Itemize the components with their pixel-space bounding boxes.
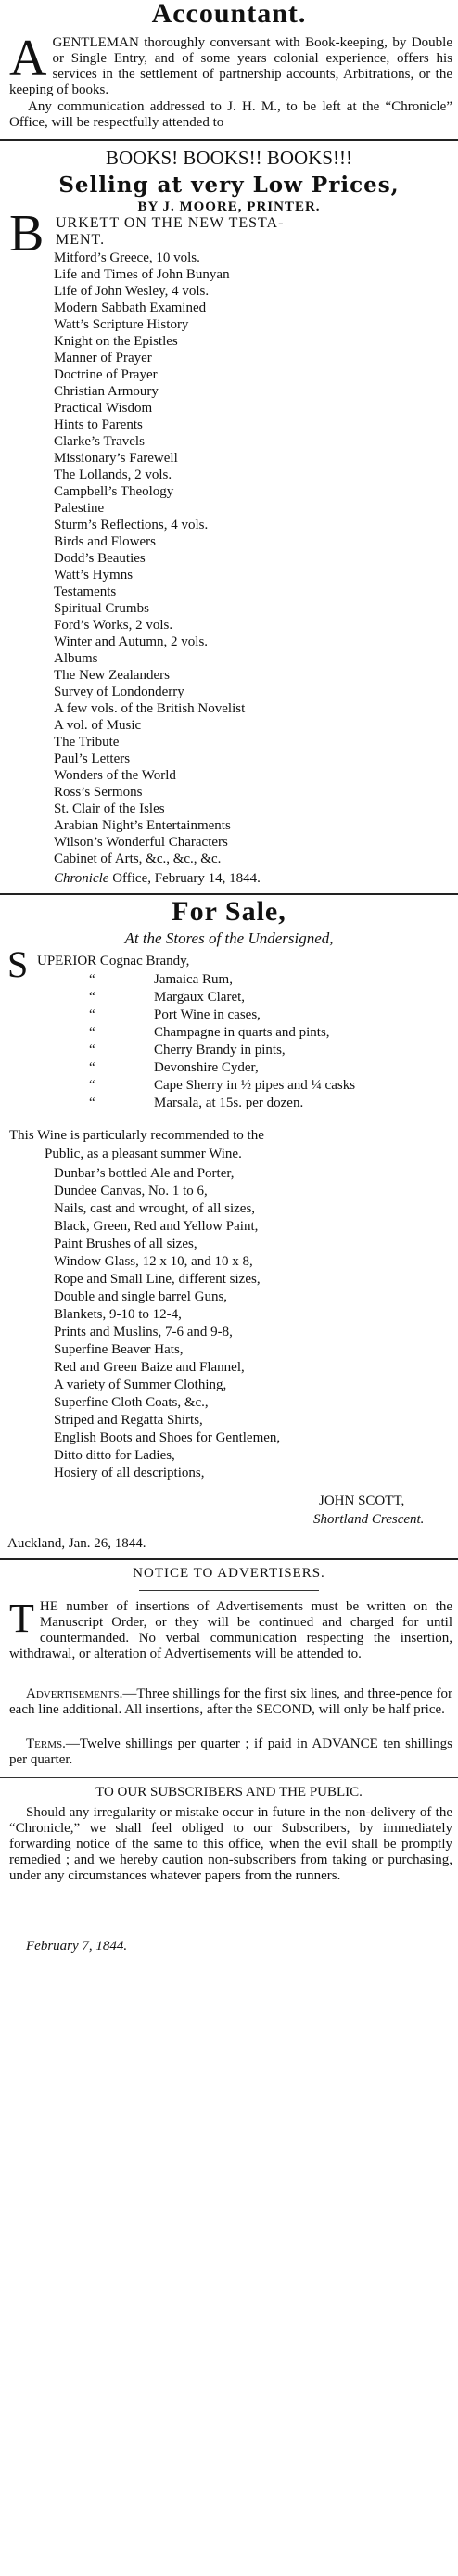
sale-spirit-item: Devonshire Cyder, [154, 1060, 259, 1075]
book-item: Knight on the Epistles [54, 334, 178, 349]
ditto-mark: “ [89, 1043, 95, 1057]
book-item: Winter and Autumn, 2 vols. [54, 634, 209, 649]
advertisers-dropcap: T [9, 1596, 34, 1641]
sale-spirit-item: Cherry Brandy in pints, [154, 1043, 286, 1057]
book-item: Missionary’s Farewell [54, 451, 178, 466]
book-item: Survey of Londonderry [54, 685, 184, 699]
books-dateline [54, 871, 261, 887]
accountant-heading: Accountant. [151, 0, 307, 29]
ditto-mark: “ [89, 1007, 95, 1022]
subscribers-heading: TO OUR SUBSCRIBERS AND THE PUBLIC. [95, 1785, 363, 1800]
sale-goods-item: Red and Green Baize and Flannel, [54, 1360, 245, 1375]
sale-goods-item: Double and single barrel Guns, [54, 1289, 228, 1304]
divider [0, 1777, 458, 1778]
book-item: St. Clair of the Isles [54, 801, 165, 816]
sale-heading: For Sale, [172, 896, 286, 927]
sale-goods-item: Paint Brushes of all sizes, [54, 1237, 197, 1251]
books-first-item-cont: MENT. [56, 232, 106, 248]
divider [0, 893, 458, 895]
sale-goods-item: Nails, cast and wrought, of all sizes, [54, 1201, 256, 1216]
ditto-mark: “ [89, 972, 95, 987]
books-dropcap: B [9, 205, 45, 263]
book-item: The New Zealanders [54, 668, 170, 683]
divider [0, 1558, 458, 1560]
sale-spirit-item: Port Wine in cases, [154, 1007, 261, 1022]
accountant-dropcap: A [9, 30, 47, 87]
divider [0, 139, 458, 141]
advertisers-heading: NOTICE TO ADVERTISERS. [133, 1566, 325, 1581]
ditto-mark: “ [89, 1096, 95, 1110]
books-dateline-rest: Office, February 14, 1844. [112, 871, 261, 886]
advertisers-rates-label: Advertisements. [26, 1686, 123, 1701]
book-item: Birds and Flowers [54, 534, 156, 549]
sale-wine-note-cont: Public, as a pleasant summer Wine. [45, 1147, 242, 1161]
book-item: Christian Armoury [54, 384, 159, 399]
book-item: Manner of Prayer [54, 351, 152, 365]
ditto-mark: “ [89, 990, 95, 1005]
sale-goods-item: Rope and Small Line, different sizes, [54, 1272, 261, 1287]
advertisers-terms [9, 1737, 452, 1768]
sale-goods-item: A variety of Summer Clothing, [54, 1378, 227, 1392]
advertisers-terms-text: —Twelve shillings per quarter ; if paid in ADVANCE ten shillings per quarter. [9, 1737, 452, 1767]
sale-goods-item: Black, Green, Red and Yellow Paint, [54, 1219, 259, 1234]
book-item: Life and Times of John Bunyan [54, 267, 230, 282]
books-dateline-office: Chronicle [54, 871, 109, 886]
advertisers-body-text: HE number of insertions of Advertisements must be written on the Manuscript Order, or they will be continued and charged for until countermanded. No verbal communication respecting the insertion, withdrawal, or alteration of Advertisements will be attended to. [9, 1599, 452, 1661]
sale-goods-item: Dunbar’s bottled Ale and Porter, [54, 1166, 235, 1181]
book-item: Albums [54, 651, 98, 666]
book-item: Paul’s Letters [54, 751, 131, 766]
advertisers-terms-label: Terms. [26, 1737, 66, 1751]
sale-dropcap: S [7, 943, 29, 985]
ditto-mark: “ [89, 1078, 95, 1093]
book-item: Wilson’s Wonderful Characters [54, 835, 228, 850]
subscribers-date: February 7, 1844. [26, 1939, 128, 1954]
accountant-contact [9, 99, 452, 131]
book-item: The Lollands, 2 vols. [54, 468, 172, 482]
book-item: Practical Wisdom [54, 401, 153, 416]
sale-date: Auckland, Jan. 26, 1844. [7, 1536, 146, 1551]
book-item: Mitford’s Greece, 10 vols. [54, 250, 200, 265]
book-item: Arabian Night’s Entertainments [54, 818, 231, 833]
sale-goods-item: Blankets, 9-10 to 12-4, [54, 1307, 182, 1322]
sale-spirit-item: Margaux Claret, [154, 990, 246, 1005]
book-item: Ross’s Sermons [54, 785, 143, 800]
advertisers-rates [9, 1686, 452, 1718]
sale-goods-item: English Boots and Shoes for Gentlemen, [54, 1430, 281, 1445]
accountant-body-text: GENTLEMAN thoroughly conversant with Book-keeping, by Double or Single Entry, and of some years colonial experience, offers his services in the settlement of partnership accounts, Arbitrations, or the keeping of books. [9, 35, 452, 97]
ditto-mark: “ [89, 1025, 95, 1040]
books-banner: BOOKS! BOOKS!! BOOKS!!! [105, 147, 352, 169]
sale-first-item: UPERIOR Cognac Brandy, [37, 954, 190, 968]
sale-goods-item: Prints and Muslins, 7-6 and 9-8, [54, 1325, 233, 1339]
book-item: Life of John Wesley, 4 vols. [54, 284, 210, 299]
sale-goods-item: Window Glass, 12 x 10, and 10 x 8, [54, 1254, 253, 1269]
book-item: Hints to Parents [54, 417, 143, 432]
book-item: Wonders of the World [54, 768, 176, 783]
sale-spirit-item: Marsala, at 15s. per dozen. [154, 1096, 304, 1110]
divider [139, 1590, 319, 1591]
book-item: Campbell’s Theology [54, 484, 174, 499]
sale-wine-note: This Wine is particularly recommended to the [9, 1128, 264, 1143]
sale-goods-item: Striped and Regatta Shirts, [54, 1413, 203, 1428]
subscribers-body-text: Should any irregularity or mistake occur in future in the non-delivery of the “Chronicle,” we shall feel obliged to our Subscribers, by immediately forwarding notice of the same to this office, when the evil shall be promptly remedied ; and we hereby caution non-subscribers from taking or purchasing, under any circumstances whatever papers from the runners. [9, 1805, 452, 1883]
book-item: Spiritual Crumbs [54, 601, 149, 616]
sale-goods-item: Superfine Cloth Coats, &c., [54, 1395, 209, 1410]
book-item: Dodd’s Beauties [54, 551, 146, 566]
book-item: Ford’s Works, 2 vols. [54, 618, 173, 633]
sale-goods-item: Dundee Canvas, No. 1 to 6, [54, 1184, 208, 1198]
book-item: Sturm’s Reflections, 4 vols. [54, 518, 209, 532]
sale-goods-item: Superfine Beaver Hats, [54, 1342, 184, 1357]
advertisers-body [9, 1596, 452, 1662]
book-item: Modern Sabbath Examined [54, 301, 207, 315]
advertisers-rates-text: —Three shillings for the first six lines, and three-pence for each line additional. All insertions, after the SECOND, will only be half price. [9, 1686, 452, 1717]
sale-signer: JOHN SCOTT, [319, 1493, 405, 1508]
sale-goods-item: Hosiery of all descriptions, [54, 1466, 205, 1480]
book-item: The Tribute [54, 735, 120, 750]
book-item: Watt’s Hymns [54, 568, 134, 583]
sale-spirit-item: Champagne in quarts and pints, [154, 1025, 330, 1040]
book-item: Clarke’s Travels [54, 434, 145, 449]
books-printer: BY J. MOORE, PRINTER. [137, 199, 321, 214]
books-selling-heading: Selling at very Low Prices, [58, 173, 400, 198]
book-item: Cabinet of Arts, &c., &c., &c. [54, 852, 222, 866]
book-item: Doctrine of Prayer [54, 367, 158, 382]
books-first-item: URKETT ON THE NEW TESTA- [56, 215, 285, 231]
accountant-contact-text: Any communication addressed to J. H. M., to be left at the “Chronicle” Office, will be respectfully attended to [9, 99, 452, 130]
ditto-mark: “ [89, 1060, 95, 1075]
sale-signer-address: Shortland Crescent. [313, 1512, 425, 1527]
book-item: Palestine [54, 501, 105, 516]
book-item: Testaments [54, 584, 117, 599]
subscribers-body [9, 1805, 452, 1884]
sale-spirit-item: Cape Sherry in ½ pipes and ¼ casks [154, 1078, 356, 1093]
book-item: A vol. of Music [54, 718, 142, 733]
book-item: Watt’s Scripture History [54, 317, 189, 332]
sale-goods-item: Ditto ditto for Ladies, [54, 1448, 175, 1463]
book-item: A few vols. of the British Novelist [54, 701, 246, 716]
sale-spirit-item: Jamaica Rum, [154, 972, 233, 987]
sale-subheading: At the Stores of the Undersigned, [124, 929, 334, 947]
